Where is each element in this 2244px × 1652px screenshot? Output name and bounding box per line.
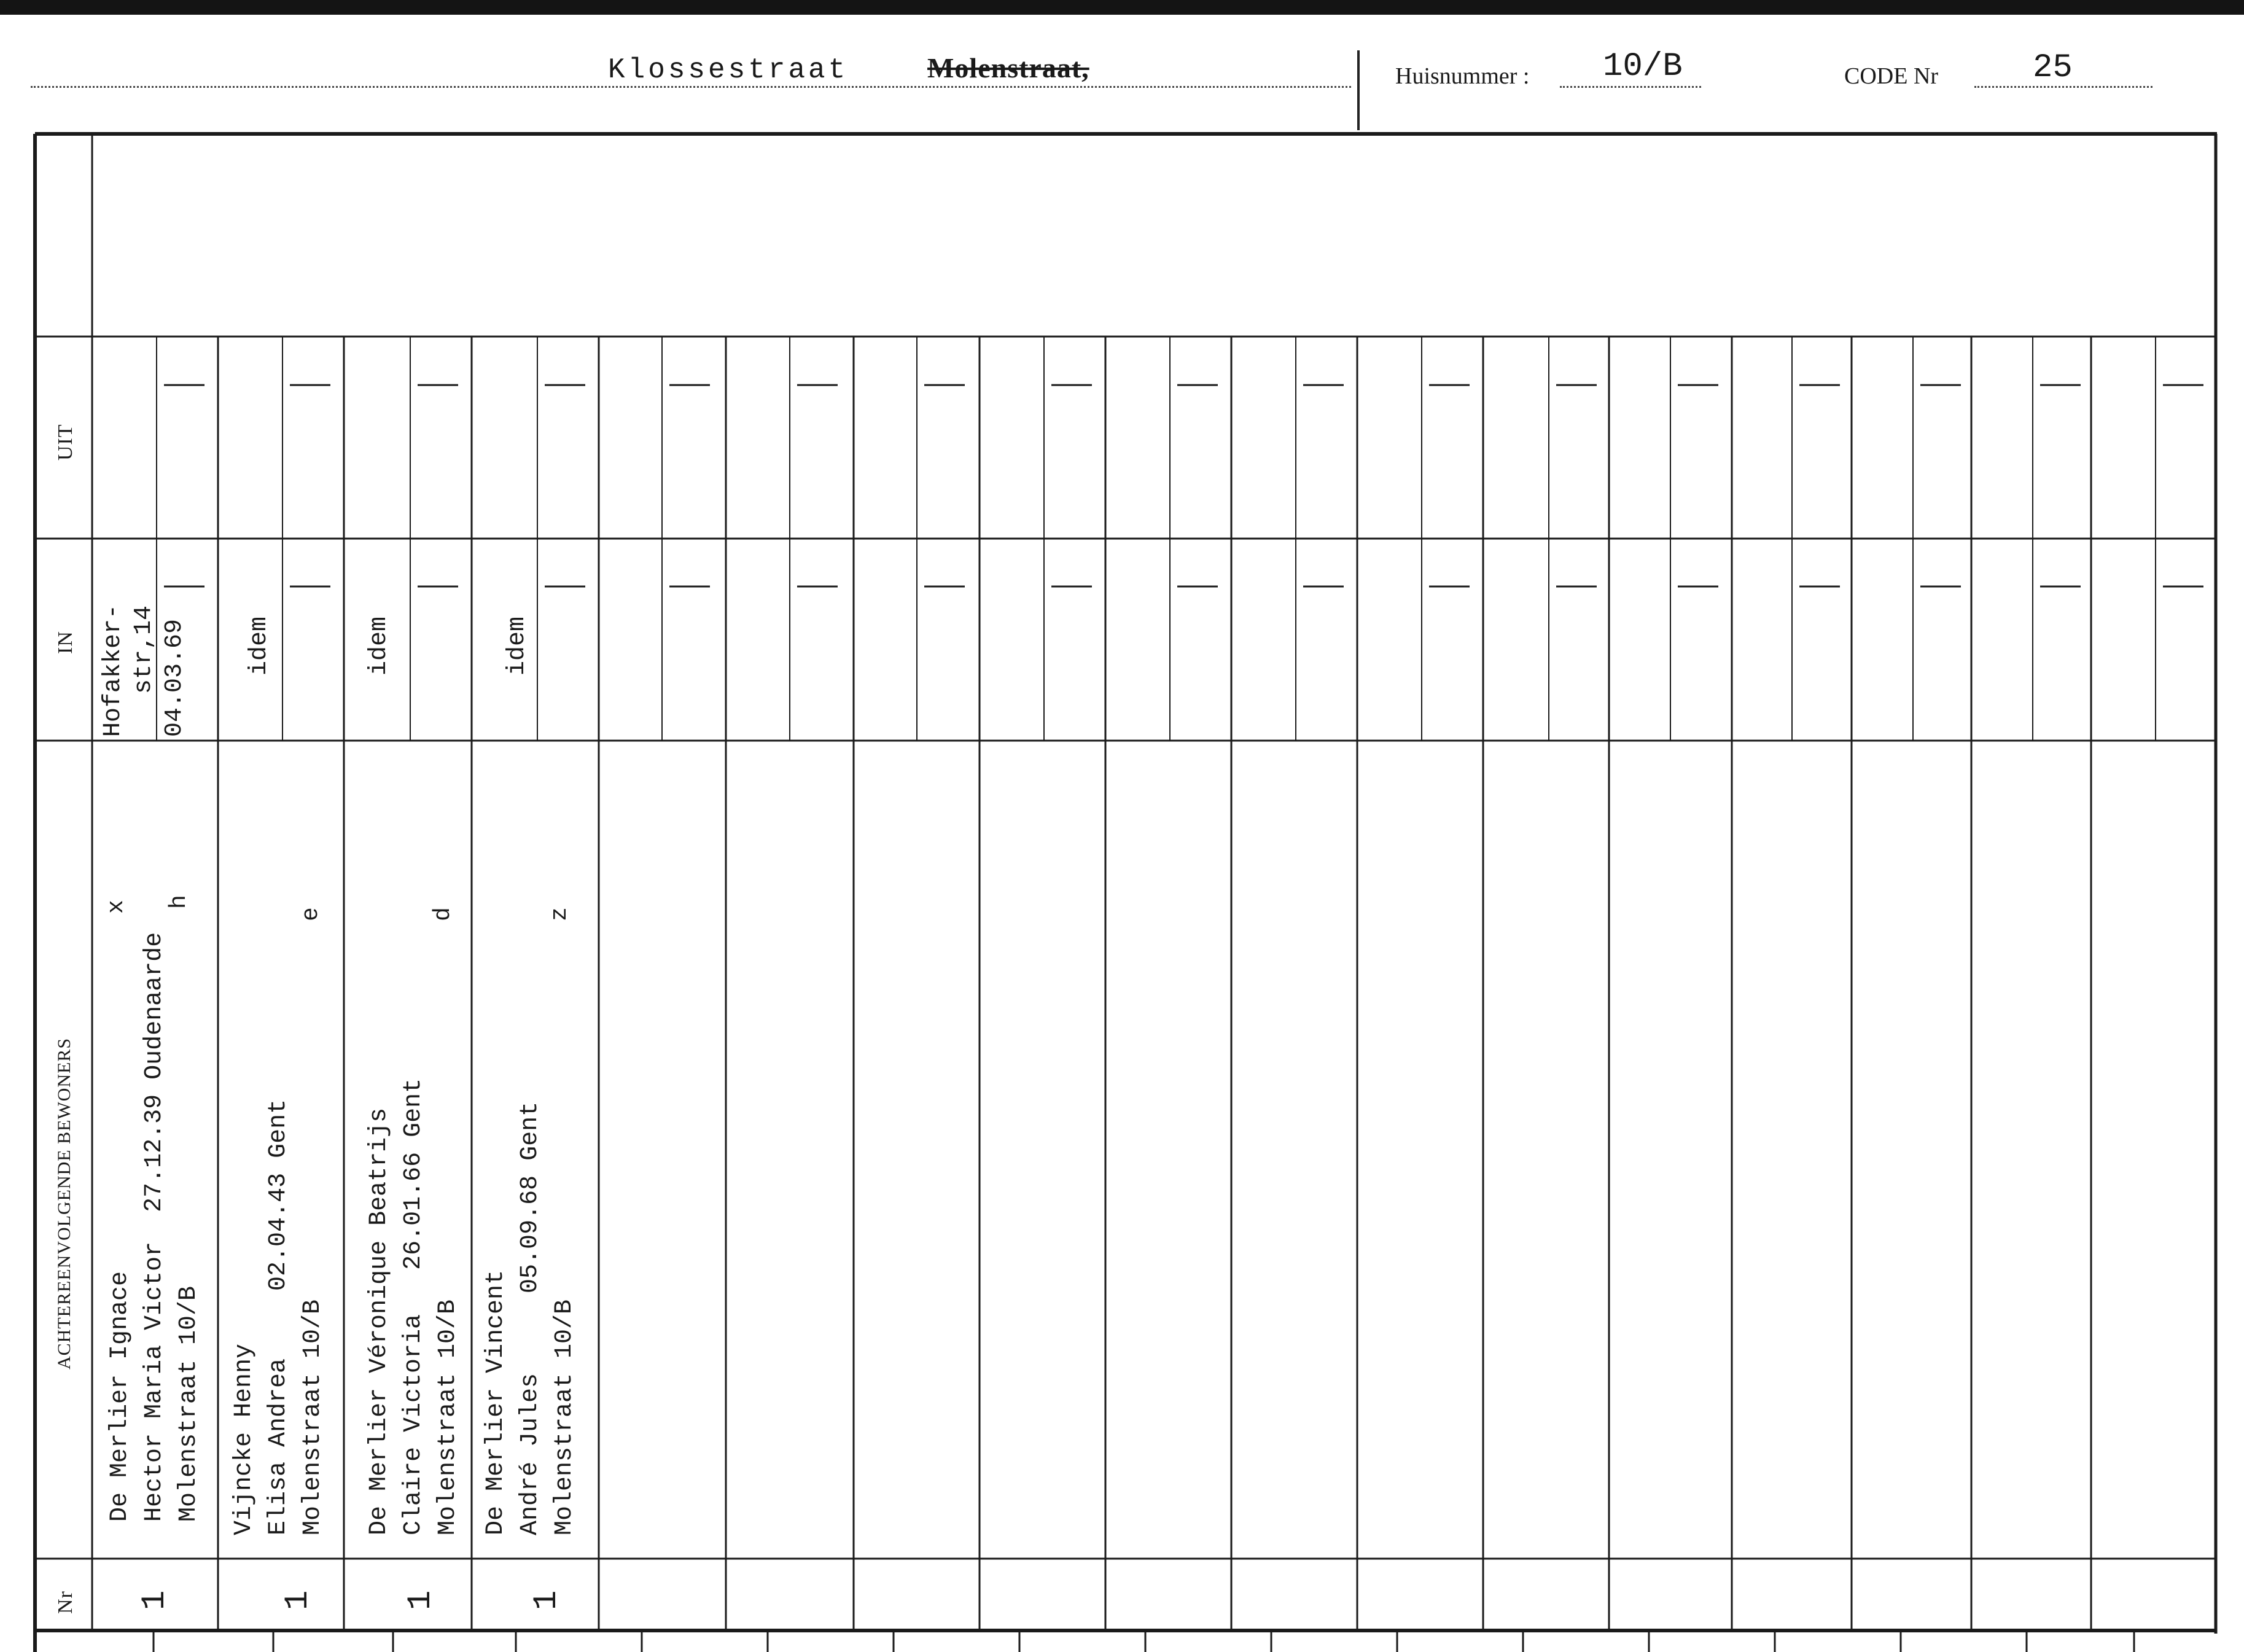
resident-2-code: e — [298, 907, 324, 921]
resident-3-nr: 1 — [402, 1590, 440, 1610]
resident-3-name-line1: De Merlier Véronique Beatrijs — [365, 1107, 393, 1535]
resident-4-nr: 1 — [528, 1590, 566, 1610]
resident-entry-3 — [362, 1078, 466, 1535]
resident-3-given-names: Claire Victoria — [400, 1314, 427, 1535]
resident-1-in — [98, 604, 190, 737]
resident-3-code: d — [430, 907, 456, 921]
resident-4-code: z — [547, 907, 573, 921]
huisnummer-label: Huisnummer : — [1395, 63, 1530, 89]
old-street-name: Molenstraat, — [927, 52, 1089, 84]
code-value: 25 — [2033, 49, 2073, 87]
resident-3-name-line2 — [397, 1078, 431, 1535]
resident-3-address: Molenstraat 10/B — [434, 1299, 462, 1535]
code-label: CODE Nr — [1844, 63, 1939, 89]
resident-1-mark-top: x — [103, 900, 130, 914]
resident-1-code: h — [166, 895, 192, 909]
resident-2-name-line2 — [262, 1099, 296, 1535]
resident-4-name-line1: De Merlier Vincent — [482, 1269, 510, 1535]
resident-entry-4 — [479, 1102, 582, 1535]
resident-2-given-names: Elisa Andrea — [265, 1358, 292, 1535]
resident-4-in: idem — [504, 616, 531, 676]
resident-1-in-place1: Hofakker- — [99, 604, 127, 737]
street-name: Klossestraat — [608, 54, 849, 86]
resident-2-address: Molenstraat 10/B — [299, 1299, 327, 1535]
resident-2-birth: 02.04.43 Gent — [265, 1099, 292, 1291]
resident-1-birth: 27.12.39 Oudenaarde — [141, 932, 168, 1212]
label-nr: Nr — [54, 1591, 77, 1614]
resident-1-nr: 1 — [136, 1590, 174, 1610]
resident-2-nr: 1 — [279, 1590, 317, 1610]
label-bewoners: ACHTEREENVOLGENDE BEWONERS — [54, 1037, 74, 1370]
resident-3-in: idem — [365, 616, 393, 676]
resident-2-name-line1: Vijncke Henny — [230, 1343, 258, 1535]
resident-4-address: Molenstraat 10/B — [551, 1299, 579, 1535]
resident-1-address: Molenstraat 10/B — [175, 1285, 203, 1522]
resident-1-name-line2 — [138, 932, 172, 1522]
resident-2-in: idem — [246, 616, 273, 676]
resident-entry-2 — [227, 1099, 330, 1535]
huisnummer-value: 10/B — [1603, 48, 1683, 85]
resident-1-in-date: 04.03.69 — [161, 618, 189, 737]
label-uit: UIT — [54, 424, 77, 461]
resident-4-given-names: André Jules — [516, 1373, 544, 1535]
resident-4-birth: 05.09.68 Gent — [516, 1101, 544, 1293]
resident-3-birth: 26.01.66 Gent — [400, 1078, 427, 1270]
resident-4-name-line2 — [513, 1102, 548, 1535]
label-in: IN — [54, 631, 77, 654]
resident-1-name-line1: De Merlier Ignace — [106, 1271, 134, 1522]
resident-1-in-place2: str,14 — [130, 605, 158, 694]
resident-1-given-names: Hector Maria Victor — [141, 1241, 168, 1522]
resident-entry-1 — [103, 932, 206, 1522]
